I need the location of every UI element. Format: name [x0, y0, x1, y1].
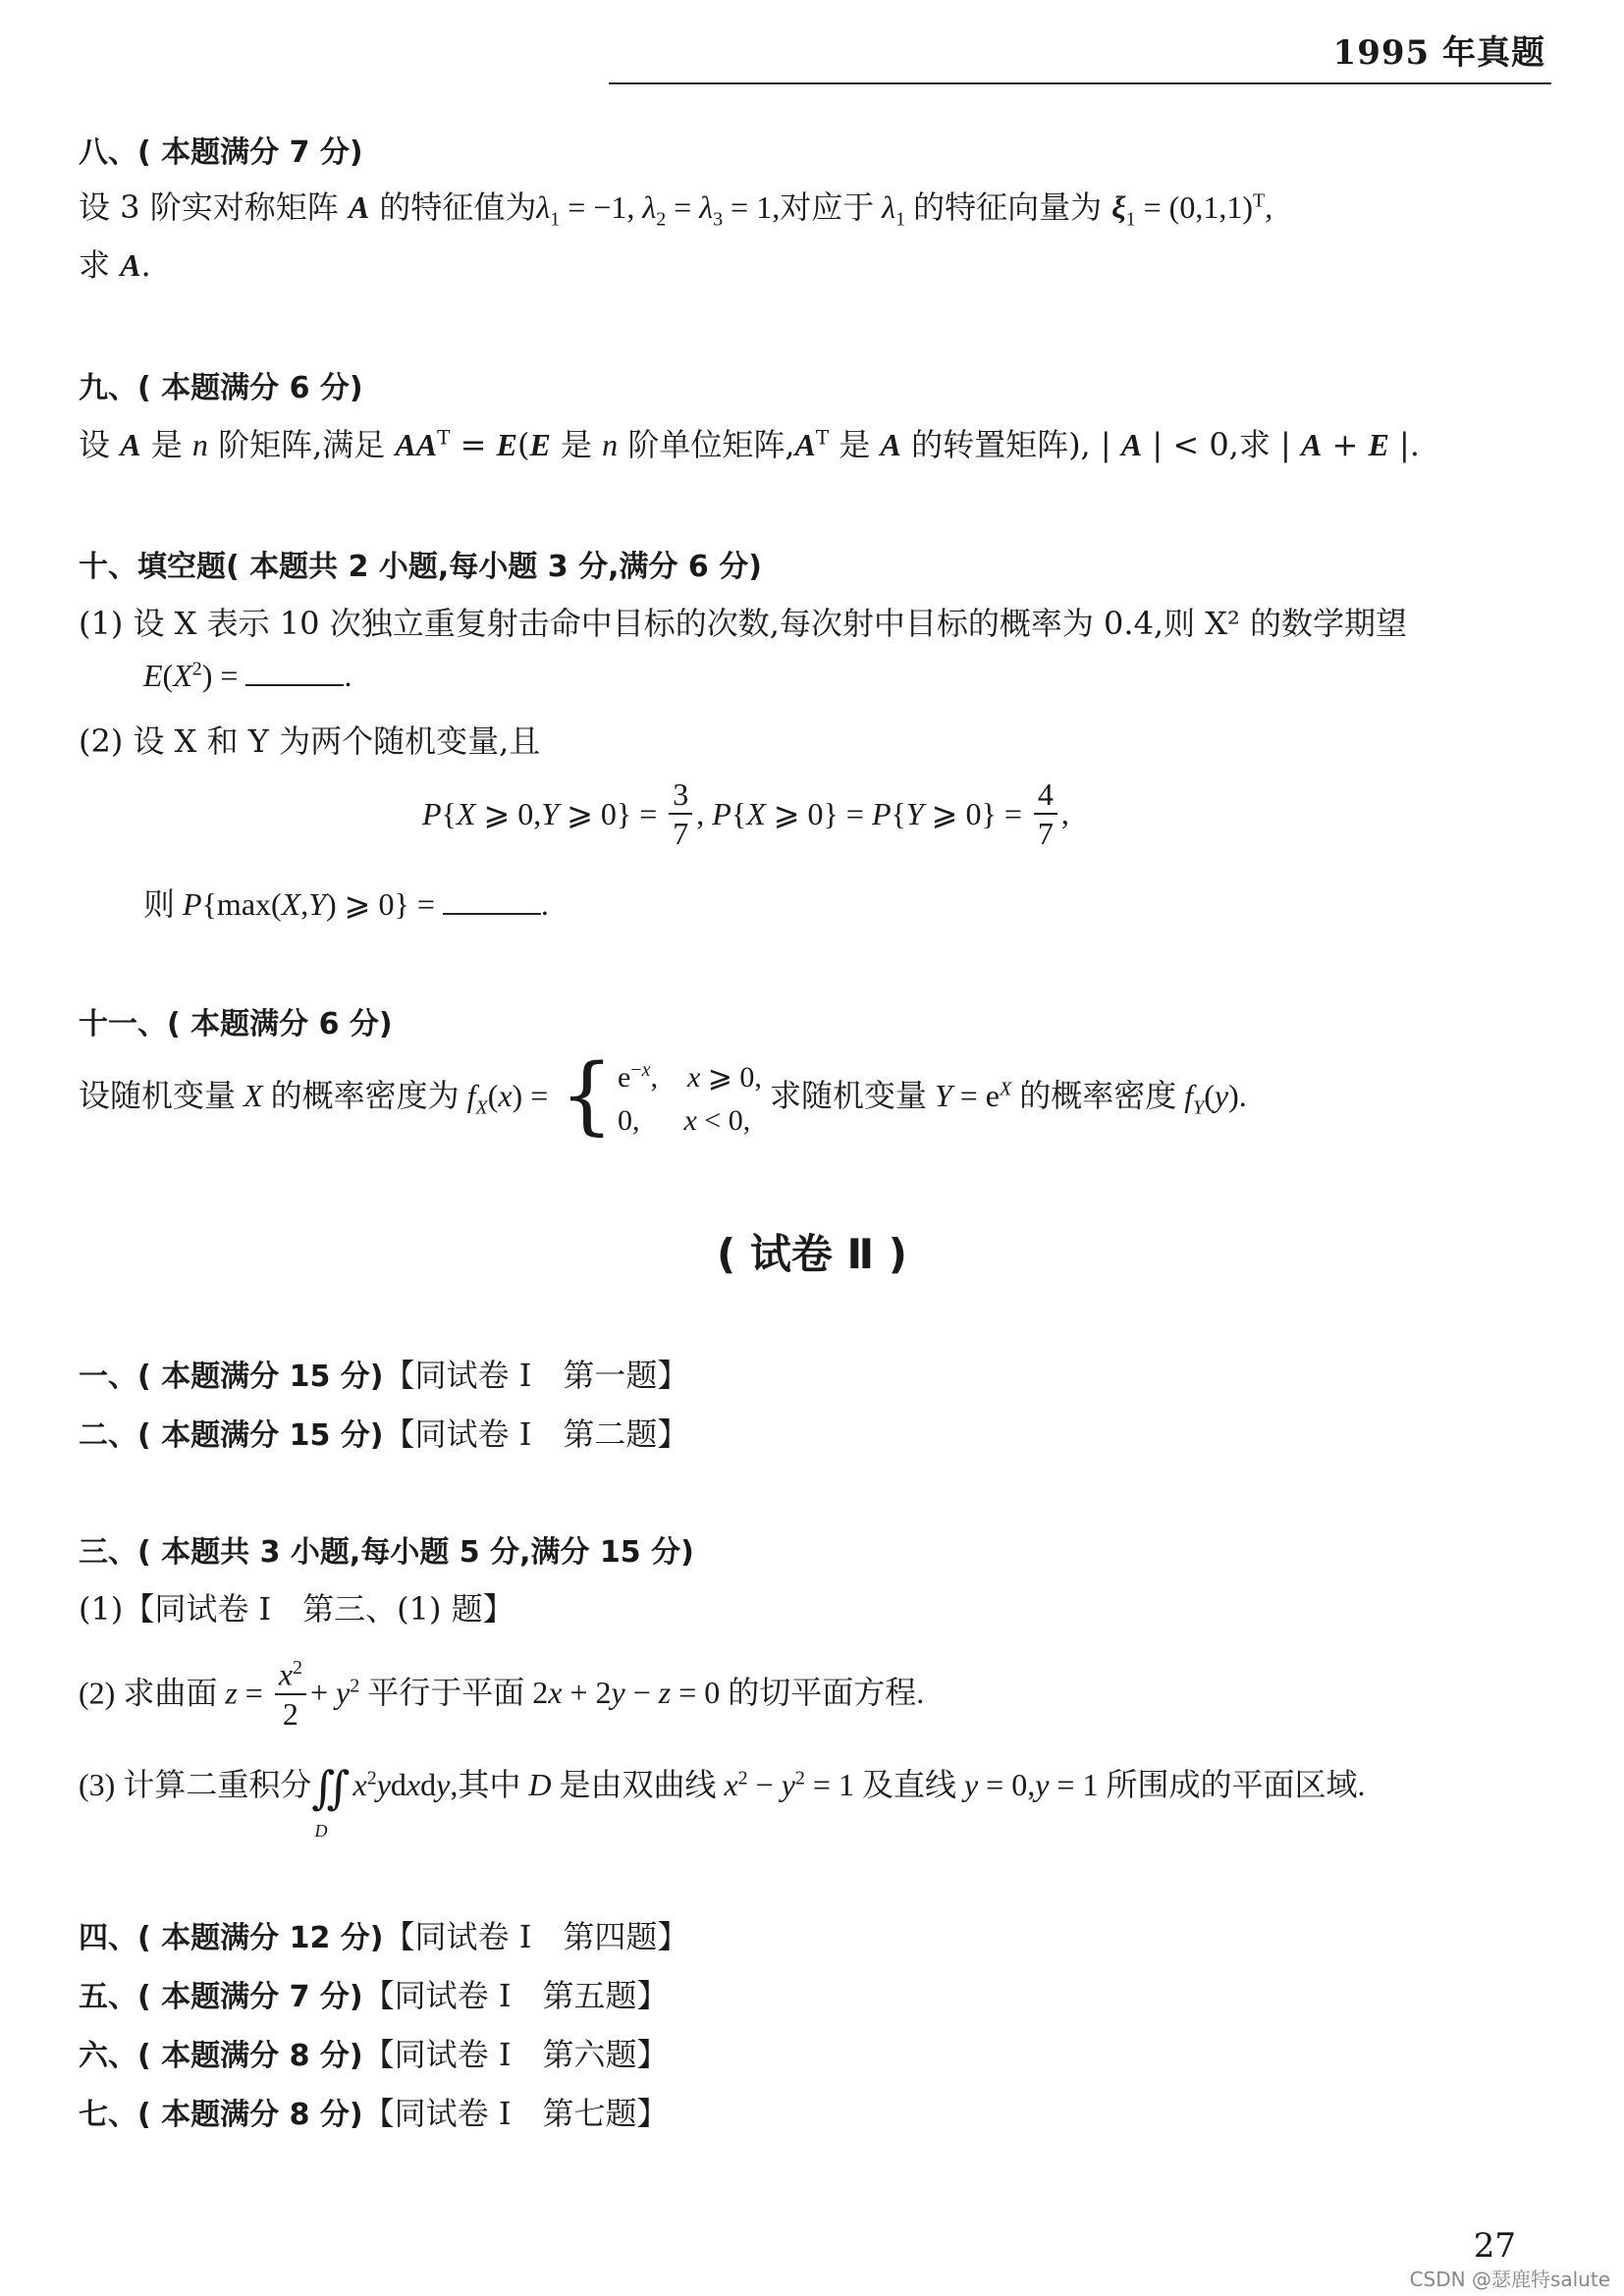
q10-p1 [79, 599, 1407, 644]
watermark: CSDN @瑟鹿特salute [1409, 2268, 1610, 2291]
q10-heading: 十、填空题( 本题共 2 小题,每小题 3 分,满分 6 分) [79, 550, 762, 584]
q10-p2 [79, 717, 540, 762]
q10-p2-answer: 则 P{max(X,Y) ⩾ 0} = . [143, 886, 549, 922]
item-reference: 【同试卷 Ⅰ 第六题】 [362, 2036, 669, 2073]
q8-line1: 设 3 阶实对称矩阵 A 的特征值为$\lambda_1 = -1$, $\lambda_2 = \lambda_3 = 1$,对应于 $\lambda_1$ 的特征向量为 $\xi_1 = (0,1,1)^T$, [79, 188, 1273, 231]
paper2-q3-1: (1)【同试卷 Ⅰ 第三、(1) 题】 [79, 1590, 514, 1628]
q9-heading: 九、( 本题满分 6 分) [79, 371, 363, 405]
q11-heading: 十一、( 本题满分 6 分) [79, 1007, 393, 1041]
running-header: 1995 年真题 [1332, 33, 1545, 73]
item-reference: 【同试卷 Ⅰ 第一题】 [383, 1357, 689, 1394]
q10-p2-label: (2) [79, 722, 124, 760]
q11-body: 设随机变量 X 的概率密度为 $f_X(x)$ = { $e^{-x}$, x ⩾ 0, 0, x < 0,求随机变量 $Y = e^X$ 的概率密度 $f_Y(y)$. [79, 1046, 1247, 1145]
item-heading: 七、( 本题满分 8 分) [79, 2098, 363, 2132]
q8-line1-mid: 的特征值为 [379, 188, 537, 226]
paper2-title: ( 试卷 Ⅱ ) [717, 1230, 907, 1278]
q10-p1-label: (1) [79, 605, 124, 642]
item-heading: 一、( 本题满分 15 分) [79, 1360, 384, 1394]
paper2-q3-2: (2) 求曲面 z = $\frac{x^2}{2}$ + $y^2$ 平行于平面 2x + 2y − z = 0 的切平面方程. [79, 1649, 924, 1733]
item-reference: 【同试卷 Ⅰ 第四题】 [383, 1918, 689, 1955]
paper2-item-1 [79, 1351, 688, 1396]
q9-body: 设 A 是 n 阶矩阵,满足 $AA^T = E(E$ 是 n 阶单位矩阵$,A^T$ 是 A 的转置矩阵), | A | < 0,求 | A + E |. [79, 425, 1420, 463]
item-heading: 五、( 本题满分 7 分) [79, 1980, 363, 2014]
item-reference: 【同试卷 Ⅰ 第五题】 [362, 1977, 669, 2014]
q10-p2-text: 设 X 和 Y 为两个随机变量,且 [133, 722, 541, 760]
item-heading: 四、( 本题满分 12 分) [79, 1921, 384, 1955]
paper2-item-5 [79, 1971, 668, 2016]
item-reference: 【同试卷 Ⅰ 第二题】 [383, 1415, 689, 1453]
q10-p1-answer: $E(X^2)$ = . [143, 658, 352, 693]
q10-p2-formula: P{X ⩾ 0,Y ⩾ 0} = $\frac{3}{7}$ , P{X ⩾ 0} = P{Y ⩾ 0} = $\frac{4}{7}$ , [422, 776, 1069, 851]
paper2-item-4 [79, 1912, 688, 1957]
q8-line2: 求 A. [79, 246, 151, 284]
header-rule [609, 82, 1551, 84]
paper2-item-7 [79, 2089, 668, 2134]
paper2-q3-heading: 三、( 本题共 3 小题,每小题 5 分,满分 15 分) [79, 1535, 694, 1570]
item-heading: 六、( 本题满分 8 分) [79, 2039, 363, 2073]
paper2-q3-3: (3) 计算二重积分$∬_Dx^2ydxdy$,其中 D 是由双曲线 $x^2 - y^2 = 1$ 及直线 y = 0,y = 1 所围成的平面区域. [79, 1763, 1366, 1841]
paper2-item-6 [79, 2030, 668, 2075]
answer-blank [443, 891, 541, 915]
q8-line2-text: 求 [79, 246, 111, 284]
q8-line1-tail: 的特征向量为 [913, 188, 1103, 226]
item-heading: 二、( 本题满分 15 分) [79, 1418, 384, 1453]
item-reference: 【同试卷 Ⅰ 第七题】 [362, 2095, 669, 2132]
page-number: 27 [1473, 2226, 1516, 2266]
q8-heading: 八、( 本题满分 7 分) [79, 135, 363, 170]
q10-p1-text: 设 X 表示 10 次独立重复射击命中目标的次数,每次射中目标的概率为 0.4,则 X² 的数学期望 [133, 605, 1408, 642]
q8-line1-text: 设 3 阶实对称矩阵 [79, 188, 339, 226]
answer-blank [245, 663, 344, 686]
paper2-item-2 [79, 1410, 688, 1455]
